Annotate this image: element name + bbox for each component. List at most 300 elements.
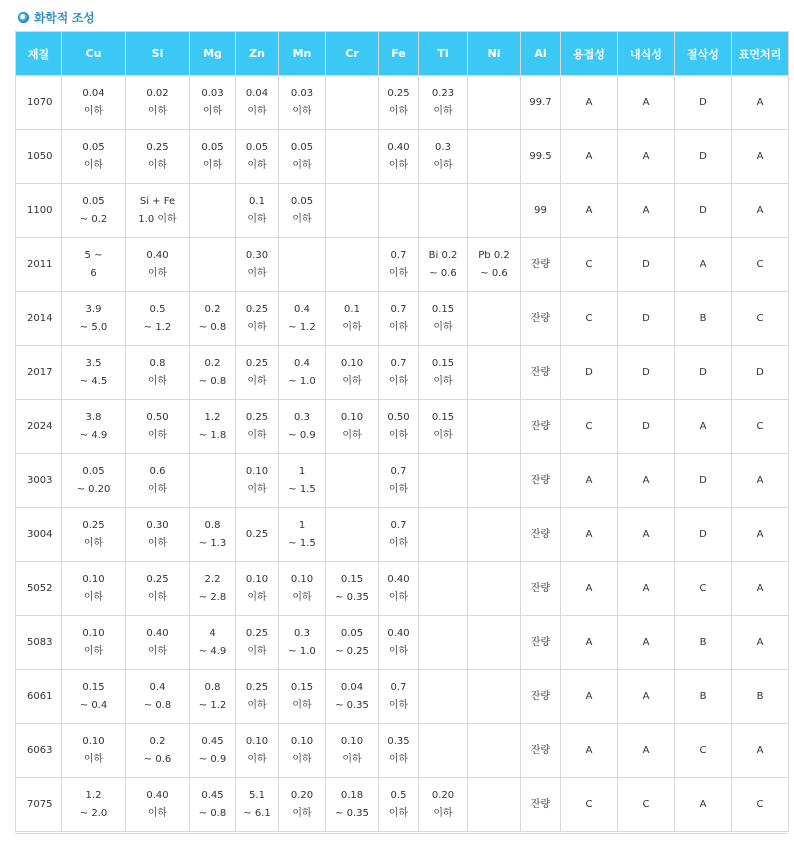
table-cell [468,76,521,130]
table-cell [732,508,789,562]
cell-value: 0.1 이하 [247,195,267,225]
cell-value: 1.2 ~ 2.0 [79,789,108,819]
cell-value: 0.6 이하 [147,465,168,495]
grade-cell [16,616,62,670]
column-header: Mn [279,32,326,76]
table-cell [468,778,521,832]
table-cell [732,616,789,670]
table-cell [618,508,675,562]
cell-value: 0.40 이하 [387,573,410,603]
table-cell [521,238,561,292]
table-cell [561,400,618,454]
cell-value: 0.45 ~ 0.8 [198,789,227,819]
table-cell [326,508,379,562]
table-cell [675,562,732,616]
cell-value: 0.25 이하 [245,411,269,441]
cell-value: 0.25 이하 [146,573,169,603]
cell-value: D [642,312,650,324]
cell-value: 5083 [27,636,53,648]
table-cell [379,292,419,346]
table-cell [62,400,126,454]
cell-value: 6061 [27,690,53,702]
table-cell [675,778,732,832]
cell-value: 3.5 ~ 4.5 [79,357,108,387]
table-cell [379,400,419,454]
table-cell [236,670,279,724]
cell-value: D [699,204,707,216]
cell-value: B [699,636,707,648]
table-cell [468,724,521,778]
table-cell [561,508,618,562]
cell-value: 잔량 [530,312,551,324]
cell-value: 0.10 이하 [290,573,314,603]
table-cell [732,130,789,184]
cell-value: 0.7 이하 [388,681,409,711]
table-cell [236,508,279,562]
cell-value: 잔량 [530,744,551,756]
table-cell [419,346,468,400]
column-header: 내식성 [618,32,675,76]
table-cell [126,670,190,724]
table-cell [326,292,379,346]
table-cell [618,76,675,130]
cell-value: 0.05 이하 [82,141,105,171]
table-cell [521,778,561,832]
cell-value: D [699,528,707,540]
cell-value: 0.25 이하 [146,141,169,171]
table-row [16,292,789,346]
table-cell [190,616,236,670]
table-cell [675,724,732,778]
table-cell [521,184,561,238]
table-cell [279,670,326,724]
cell-value: 0.10 이하 [82,573,105,603]
cell-value: 잔량 [530,636,551,648]
cell-value: 4 ~ 4.9 [198,627,227,657]
cell-value: 0.5 이하 [388,789,409,819]
table-cell [561,454,618,508]
cell-value: A [642,636,650,648]
cell-value: D [642,366,650,378]
table-cell [732,778,789,832]
table-cell [419,184,468,238]
table-cell [62,292,126,346]
cell-value: A [756,744,764,756]
table-cell [675,292,732,346]
cell-value: 0.25 이하 [387,87,410,117]
table-cell [279,400,326,454]
column-header: 표면처리 [732,32,789,76]
table-cell [62,454,126,508]
cell-value: D [699,150,707,162]
table-cell [419,670,468,724]
table-cell [618,130,675,184]
grade-cell [16,454,62,508]
cell-value: 0.5 ~ 1.2 [143,303,172,333]
table-cell [468,292,521,346]
cell-value: C [699,744,707,756]
cell-value: D [699,474,707,486]
cell-value: A [699,258,707,270]
table-cell [126,454,190,508]
table-cell [279,562,326,616]
table-cell [326,616,379,670]
table-cell [521,130,561,184]
table-cell [126,400,190,454]
cell-value: 0.35 이하 [387,735,410,765]
cell-value: 0.20 이하 [290,789,314,819]
cell-value: 0.10 이하 [340,735,364,765]
table-cell [468,400,521,454]
column-header: Al [521,32,561,76]
cell-value: A [642,96,650,108]
cell-value: Si + Fe 1.0 이하 [138,195,177,225]
cell-value: 0.7 이하 [388,465,409,495]
table-cell [618,346,675,400]
table-cell [561,346,618,400]
table-cell [279,724,326,778]
cell-value: 0.2 ~ 0.6 [143,735,172,765]
table-cell [326,346,379,400]
table-cell [190,400,236,454]
column-header: Si [126,32,190,76]
cell-value: A [585,150,593,162]
cell-value: C [756,420,764,432]
cell-value: A [642,690,650,702]
cell-value: 0.50 이하 [387,411,410,441]
cell-value: 0.10 이하 [82,627,105,657]
cell-value: 0.40 이하 [146,249,169,279]
cell-value: 2011 [27,258,53,270]
cell-value: 0.05 ~ 0.2 [79,195,108,225]
table-row [16,670,789,724]
table-cell [279,184,326,238]
header-row [16,32,789,76]
cell-value: C [699,582,707,594]
table-cell [379,778,419,832]
table-cell [732,184,789,238]
table-cell [379,238,419,292]
table-cell [326,130,379,184]
cell-value: A [585,690,593,702]
table-cell [618,616,675,670]
table-cell [236,562,279,616]
table-cell [126,76,190,130]
cell-value: 0.40 이하 [387,627,410,657]
cell-value: 1050 [27,150,53,162]
table-cell [62,508,126,562]
cell-value: A [585,474,593,486]
table-cell [732,346,789,400]
cell-value: 0.15 이하 [431,303,455,333]
table-cell [326,76,379,130]
cell-value: A [585,582,593,594]
table-cell [126,130,190,184]
cell-value: 0.7 이하 [388,303,409,333]
cell-value: D [642,258,650,270]
table-cell [468,238,521,292]
table-cell [379,454,419,508]
table-cell [190,670,236,724]
table-cell [379,670,419,724]
cell-value: 5.1 ~ 6.1 [243,789,271,819]
table-cell [468,346,521,400]
table-cell [468,562,521,616]
column-header: Fe [379,32,419,76]
cell-value: 1100 [27,204,53,216]
cell-value: 잔량 [530,366,551,378]
table-cell [279,454,326,508]
table-cell [732,724,789,778]
table-cell [521,616,561,670]
table-cell [379,184,419,238]
cell-value: 5 ~ 6 [84,249,103,279]
cell-value: 0.30 이하 [245,249,269,279]
table-cell [190,292,236,346]
table-cell [236,616,279,670]
cell-value: D [699,366,707,378]
cell-value: 0.02 이하 [146,87,169,117]
table-cell [62,670,126,724]
table-cell [326,400,379,454]
table-cell [732,562,789,616]
divider [15,833,788,834]
column-header: Ni [468,32,521,76]
table-cell [675,346,732,400]
grade-cell [16,76,62,130]
cell-value: 0.2 ~ 0.8 [198,357,227,387]
table-cell [236,346,279,400]
table-cell [561,670,618,724]
table-cell [732,76,789,130]
table-cell [126,778,190,832]
cell-value: A [585,96,593,108]
cell-value: 0.10 이하 [290,735,314,765]
table-cell [190,508,236,562]
column-header: 재질 [16,32,62,76]
table-cell [236,400,279,454]
cell-value: B [699,690,707,702]
cell-value: 2.2 ~ 2.8 [198,573,227,603]
cell-value: 0.4 ~ 0.8 [143,681,172,711]
cell-value: A [642,150,650,162]
table-cell [379,508,419,562]
cell-value: 99.7 [529,96,552,108]
table-row [16,562,789,616]
table-cell [675,508,732,562]
table-cell [561,238,618,292]
grade-cell [16,670,62,724]
table-cell [62,238,126,292]
cell-value: 잔량 [530,582,551,594]
table-cell [618,724,675,778]
table-cell [236,292,279,346]
table-row [16,778,789,832]
cell-value: 5052 [27,582,53,594]
cell-value: 0.25 이하 [245,303,269,333]
cell-value: A [756,582,764,594]
table-cell [521,562,561,616]
table-cell [419,76,468,130]
cell-value: 0.25 이하 [245,627,269,657]
table-row [16,454,789,508]
table-cell [126,562,190,616]
table-cell [236,724,279,778]
cell-value: A [642,204,650,216]
table-cell [62,778,126,832]
table-cell [190,130,236,184]
cell-value: C [585,798,593,810]
table-row [16,724,789,778]
cell-value: A [756,636,764,648]
cell-value: 2024 [27,420,53,432]
table-cell [675,238,732,292]
table-row [16,508,789,562]
table-cell [62,346,126,400]
table-cell [419,130,468,184]
grade-cell [16,562,62,616]
table-cell [419,508,468,562]
table-cell [468,454,521,508]
cell-value: 0.15 ~ 0.35 [335,573,369,603]
cell-value: 0.10 이하 [245,735,269,765]
cell-value: 0.2 ~ 0.8 [198,303,227,333]
table-cell [326,778,379,832]
table-cell [675,616,732,670]
cell-value: 0.10 이하 [245,465,269,495]
table-cell [521,292,561,346]
table-cell [561,292,618,346]
cell-value: C [756,312,764,324]
column-header: 용접성 [561,32,618,76]
table-cell [326,238,379,292]
table-cell [419,616,468,670]
composition-table [15,31,789,832]
table-cell [126,292,190,346]
cell-value: 잔량 [530,528,551,540]
grade-cell [16,508,62,562]
table-cell [62,130,126,184]
column-header: Mg [190,32,236,76]
table-cell [419,454,468,508]
table-cell [126,616,190,670]
cell-value: 0.1 이하 [342,303,362,333]
table-cell [468,670,521,724]
table-row [16,130,789,184]
table-cell [561,778,618,832]
cell-value: C [756,258,764,270]
cell-value: 0.15 이하 [431,411,455,441]
cell-value: A [756,96,764,108]
table-cell [419,238,468,292]
table-cell [236,184,279,238]
cell-value: 잔량 [530,798,551,810]
table-cell [279,238,326,292]
table-cell [236,76,279,130]
table-cell [326,562,379,616]
cell-value: 잔량 [530,690,551,702]
table-row [16,184,789,238]
cell-value: 0.03 이하 [290,87,314,117]
cell-value: A [756,150,764,162]
table-cell [379,130,419,184]
table-cell [326,724,379,778]
table-cell [62,724,126,778]
table-cell [279,130,326,184]
cell-value: 0.30 이하 [146,519,169,549]
table-cell [732,292,789,346]
cell-value: 1.2 ~ 1.8 [198,411,227,441]
table-cell [675,454,732,508]
table-cell [561,616,618,670]
table-cell [521,454,561,508]
table-cell [419,724,468,778]
table-cell [732,454,789,508]
cell-value: 0.7 이하 [388,357,409,387]
table-cell [279,616,326,670]
cell-value: A [585,204,593,216]
cell-value: 3.8 ~ 4.9 [79,411,108,441]
table-cell [190,184,236,238]
cell-value: 잔량 [530,420,551,432]
table-cell [279,76,326,130]
table-cell [521,508,561,562]
cell-value: 0.05 이하 [245,141,269,171]
cell-value: A [585,636,593,648]
cell-value: 0.23 이하 [431,87,455,117]
table-cell [419,292,468,346]
cell-value: 99.5 [529,150,552,162]
cell-value: 0.3 이하 [433,141,453,171]
cell-value: 3004 [27,528,53,540]
cell-value: 0.3 ~ 1.0 [288,627,316,657]
table-cell [62,562,126,616]
table-cell [126,184,190,238]
table-cell [618,562,675,616]
column-header: Cr [326,32,379,76]
cell-value: 0.10 이하 [340,411,364,441]
cell-value: 3003 [27,474,53,486]
cell-value: B [756,690,764,702]
cell-value: C [585,312,593,324]
cell-value: 0.4 ~ 1.2 [288,303,316,333]
cell-value: C [585,258,593,270]
table-cell [126,724,190,778]
table-cell [521,76,561,130]
section-header [18,7,94,27]
cell-value: Bi 0.2 ~ 0.6 [428,249,458,279]
table-cell [521,724,561,778]
table-cell [419,778,468,832]
table-cell [468,184,521,238]
table-cell [675,670,732,724]
cell-value: 0.7 이하 [388,249,409,279]
cell-value: 0.18 ~ 0.35 [335,789,369,819]
grade-cell [16,724,62,778]
table-cell [618,184,675,238]
cell-value: A [642,744,650,756]
table-cell [618,238,675,292]
cell-value: 0.04 이하 [82,87,105,117]
table-row [16,76,789,130]
table-cell [326,184,379,238]
table-cell [675,130,732,184]
table-cell [62,184,126,238]
table-cell [236,778,279,832]
table-row [16,346,789,400]
table-cell [279,508,326,562]
column-header: Zn [236,32,279,76]
